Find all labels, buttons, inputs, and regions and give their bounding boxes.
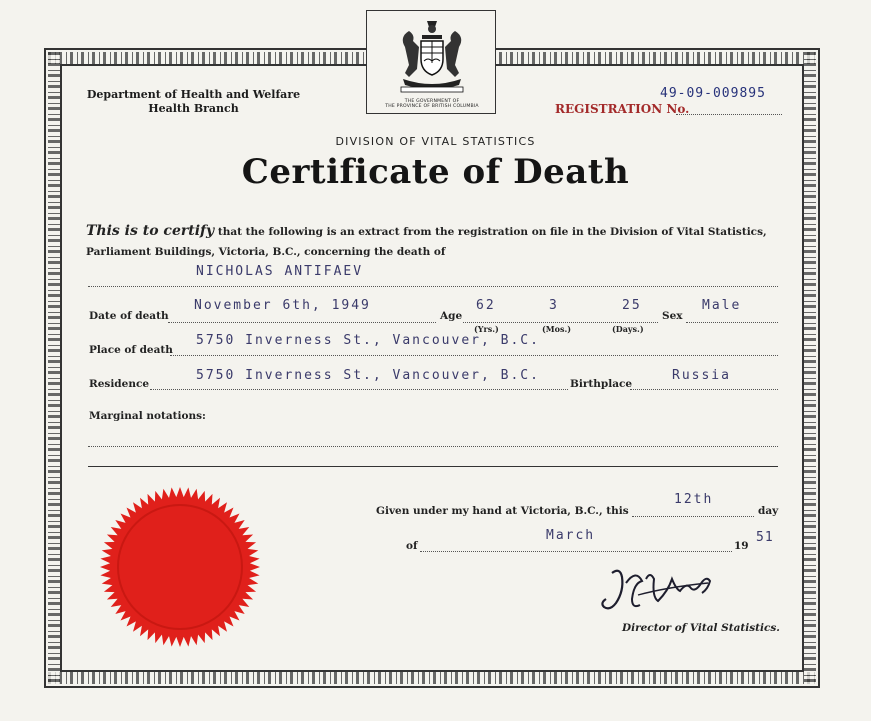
age-days: 25 — [622, 298, 642, 313]
age-months-label: (Mos.) — [542, 324, 572, 334]
given-year-prefix: 19 — [734, 540, 749, 552]
marginal-notations-label: Marginal notations: — [89, 410, 206, 422]
date-of-death-line — [168, 322, 436, 323]
residence-label: Residence — [89, 378, 150, 390]
given-day-line — [632, 516, 754, 517]
sex-label: Sex — [662, 310, 683, 322]
registration-line — [676, 105, 782, 115]
deceased-name: NICHOLAS ANTIFAEV — [196, 264, 364, 279]
sex-line — [686, 322, 778, 323]
sex-value: Male — [702, 298, 742, 313]
crest-caption-line2: THE PROVINCE OF BRITISH COLUMBIA — [385, 104, 479, 109]
red-seal-icon — [95, 482, 265, 652]
coat-of-arms-icon — [395, 17, 469, 95]
given-text: Given under my hand at Victoria, B.C., this — [376, 505, 629, 517]
age-days-label: (Days.) — [612, 324, 644, 334]
certificate-title: Certificate of Death — [241, 152, 630, 192]
crest-caption-line1: THE GOVERNMENT OF — [404, 99, 460, 104]
given-month-value: March — [546, 528, 596, 543]
department-line2: Health Branch — [148, 102, 239, 115]
department-line1: Department of Health and Welfare — [86, 88, 301, 101]
age-years: 62 — [476, 298, 496, 313]
marginal-line — [88, 446, 778, 447]
date-of-death-label: Date of death — [89, 310, 169, 322]
given-year-suffix: 51 — [756, 530, 774, 545]
certification-lead: This is to certify — [86, 223, 215, 239]
certification-statement — [86, 221, 778, 262]
date-of-death-value: November 6th, 1949 — [194, 298, 371, 313]
place-of-death-value: 5750 Inverness St., Vancouver, B.C. — [196, 333, 540, 348]
given-day-label: day — [758, 505, 779, 517]
birthplace-line — [630, 389, 778, 390]
department-name — [86, 88, 301, 116]
age-years-label: (Yrs.) — [474, 324, 499, 334]
division-heading: DIVISION OF VITAL STATISTICS — [335, 135, 536, 148]
age-months: 3 — [549, 298, 559, 313]
birthplace-value: Russia — [672, 368, 731, 383]
given-of-label: of — [406, 540, 418, 552]
coat-of-arms — [366, 10, 496, 114]
place-of-death-line — [170, 355, 778, 356]
registration-label: REGISTRATION No. — [555, 102, 690, 116]
separator-line — [88, 466, 778, 467]
age-line — [463, 322, 658, 323]
age-label: Age — [440, 310, 463, 322]
name-line — [88, 286, 778, 287]
given-day-value: 12th — [674, 492, 714, 507]
birthplace-label: Birthplace — [570, 378, 633, 390]
residence-line — [150, 389, 568, 390]
place-of-death-label: Place of death — [89, 344, 173, 356]
bottom-ornament-band — [48, 672, 816, 684]
registration-number: 49-09-009895 — [660, 86, 766, 101]
given-month-line — [420, 551, 732, 552]
director-title: Director of Vital Statistics. — [622, 622, 780, 634]
certification-text: that the following is an extract from the registration on file in the Division of Vital Statistics, Parliament Buildings, Victoria, B.C., concerning the death of — [86, 226, 767, 258]
signature-icon — [598, 565, 728, 617]
residence-value: 5750 Inverness St., Vancouver, B.C. — [196, 368, 540, 383]
